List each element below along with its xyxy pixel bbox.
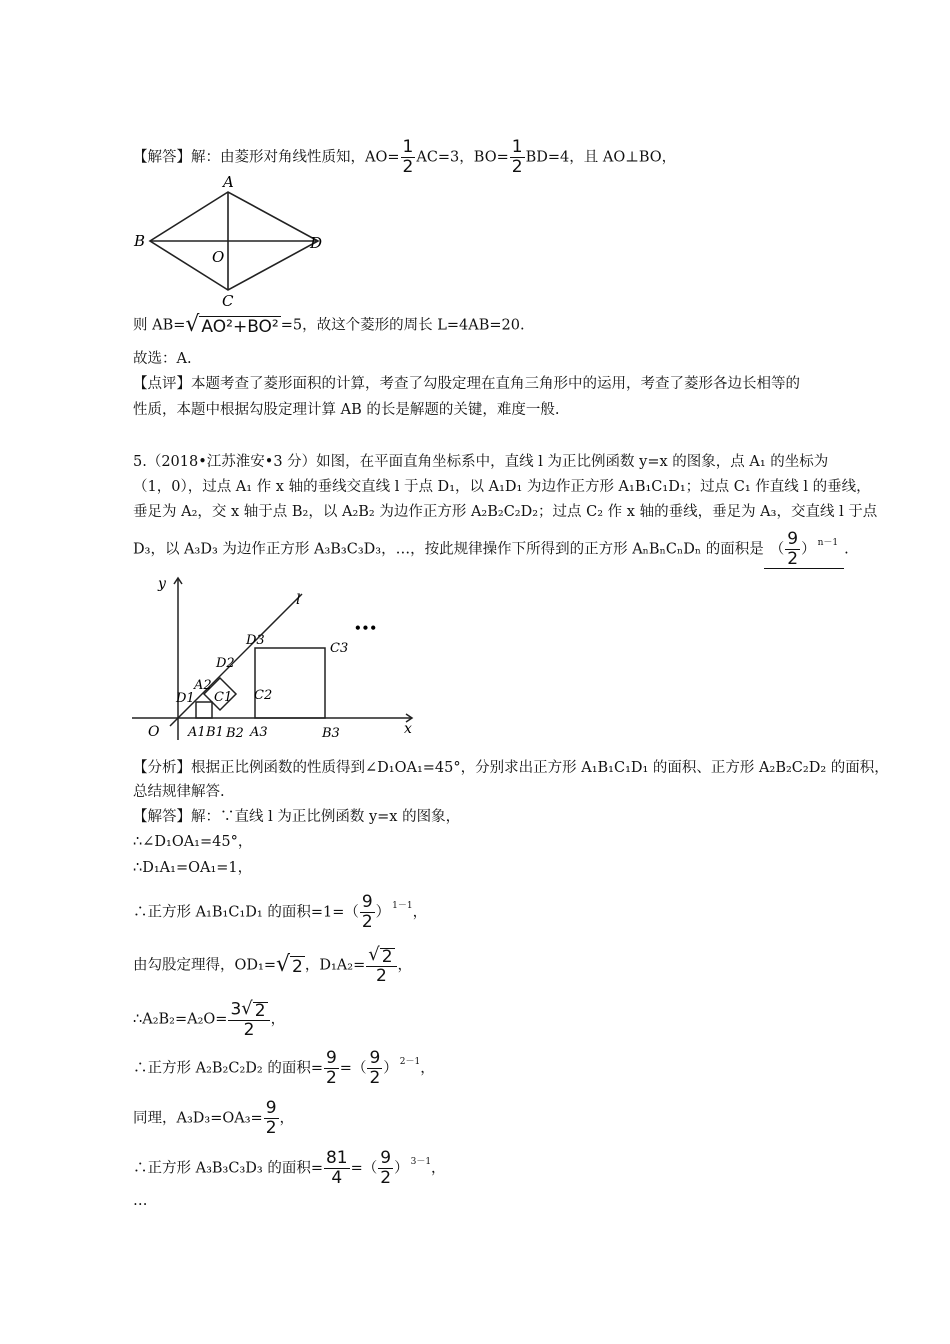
square-1 — [196, 702, 212, 718]
solution-intro-text: 【解答】解：由菱形对角线性质知，AO= — [133, 149, 400, 166]
step-6-fraction: 3 √ 2 2 — [228, 1000, 269, 1039]
step-7: ∴正方形 A₂B₂C₂D₂ 的面积= $\frac{9}{2}$ =（ $\frac{9}{2}$ ） $^{2-1}$， — [133, 1048, 435, 1088]
comment-line-1: 【点评】本题考查了菱形面积的计算，考查了勾股定理在直角三角形中的运用，考查了菱形各边长相等的 — [133, 376, 800, 392]
q5-line-2: （1，0），过点 A₁ 作 x 轴的垂线交直线 l 于点 D₁，以 A₁D₁ 为边作正方形 A₁B₁C₁D₁；过点 C₁ 作直线 l 的垂线， — [133, 479, 871, 495]
solution-ao-text: AC=3，BO= — [416, 149, 509, 166]
ab-suffix: =5，故这个菱形的周长 L=4AB=20. — [280, 317, 525, 334]
step-9: ∴正方形 A₃B₃C₃D₃ 的面积= $\frac{81}{4}$ =（ $\frac{9}{2}$ ） $^{3-1}$， — [133, 1148, 446, 1188]
line-l — [170, 594, 302, 726]
step-8: 同理，A₃D₃=OA₃= $\frac{9}{2}$ ， — [133, 1098, 295, 1138]
sqrt-ab: √ AO²+BO² — [185, 312, 279, 337]
analysis-line-1: 【分析】根据正比例函数的性质得到∠D₁OA₁=45°，分别求出正方形 A₁B₁C₁D₁ 的面积、正方形 A₂B₂C₂D₂ 的面积， — [133, 760, 889, 776]
fraction-half-2: $\frac{1}{2}$ — [511, 137, 523, 177]
ab-prefix: 则 AB= — [133, 317, 186, 334]
q5-line-1: 5.（2018•江苏淮安•3 分）如图，在平面直角坐标系中，直线 l 为正比例函数 y=x 的图象，点 A₁ 的坐标为 — [133, 454, 829, 470]
label-a3: A3 — [250, 725, 268, 740]
step-8-fraction: $\frac{9}{2}$ — [265, 1098, 277, 1138]
step-5: 由勾股定理得，OD₁= √ 2 ，D₁A₂= √ 2 2 ， — [133, 944, 413, 986]
q5-line-3: 垂足为 A₂，交 x 轴于点 B₂，以 A₂B₂ 为边作正方形 A₂B₂C₂D₂；过点 C₂ 作 x 轴的垂线，垂足为 A₃，交直线 l 于点 — [133, 504, 878, 520]
solution-intro-line — [133, 139, 676, 176]
ab-line — [133, 314, 525, 337]
step-5-fraction: √ 2 2 — [366, 946, 396, 985]
q5-line-4: D₃，以 A₃D₃ 为边作正方形 A₃B₃C₃D₃，…，按此规律操作下所得到的正方形 AₙBₙCₙDₙ 的面积是 （ $\frac{9}{2}$ ） $^{n-1}$ . — [133, 529, 849, 569]
label-y: y — [158, 576, 166, 592]
label-b: B — [134, 232, 146, 250]
solution-bo-text: BD=4，且 AO⊥BO， — [525, 149, 677, 166]
step-7-fraction-1: $\frac{9}{2}$ — [325, 1048, 337, 1088]
label-d: D — [310, 234, 323, 252]
step-3: ∴D₁A₁=OA₁=1， — [133, 860, 253, 876]
step-9-fraction-1: $\frac{81}{4}$ — [325, 1148, 348, 1188]
square-3 — [255, 648, 325, 718]
label-c3: C3 — [330, 641, 349, 656]
label-o: O — [212, 248, 225, 266]
label-d1: D1 — [176, 691, 195, 706]
q5-line-4-text: D₃，以 A₃D₃ 为边作正方形 A₃B₃C₃D₃，…，按此规律操作下所得到的正方形 AₙBₙCₙDₙ 的面积是 — [133, 541, 764, 558]
comment-line-2: 性质，本题中根据勾股定理计算 AB 的长是解题的关键，难度一般. — [133, 402, 560, 418]
label-c2: C2 — [254, 688, 273, 703]
analysis-line-2: 总结规律解答. — [133, 784, 225, 800]
label-b2: B2 — [226, 726, 244, 741]
ab-radicand: AO²+BO² — [201, 317, 279, 337]
label-a2: A2 — [194, 678, 212, 693]
label-x: x — [404, 721, 412, 737]
label-d2: D2 — [216, 656, 235, 671]
step-7-fraction-2: $\frac{9}{2}$ — [369, 1048, 381, 1088]
step-2: ∴∠D₁OA₁=45°， — [133, 834, 253, 850]
step-9-fraction-2: $\frac{9}{2}$ — [380, 1148, 392, 1188]
label-b1: B1 — [206, 725, 224, 740]
label-b3: B3 — [322, 726, 340, 741]
label-d3: D3 — [246, 633, 265, 648]
label-c: C — [222, 292, 234, 310]
label-a: A — [223, 173, 234, 191]
squares-graph — [130, 572, 430, 744]
answer-exponent: n－1 — [817, 537, 839, 548]
step-4-fraction: $\frac{9}{2}$ — [361, 892, 373, 932]
choice-line: 故选：A. — [133, 351, 192, 367]
sqrt-2: √ 2 — [275, 952, 303, 977]
label-l: l — [296, 592, 301, 608]
rhombus-diagram — [128, 172, 328, 310]
label-c1: C1 — [214, 690, 233, 705]
step-6: ∴A₂B₂=A₂O= 3 √ 2 2 ， — [133, 998, 286, 1040]
step-ellipsis: … — [133, 1193, 148, 1209]
answer-fraction: $\frac{9}{2}$ — [787, 529, 799, 569]
step-4: ∴正方形 A₁B₁C₁D₁ 的面积=1=（ $\frac{9}{2}$ ） $^{1-1}$， — [133, 892, 428, 932]
label-origin: O — [148, 724, 160, 740]
label-ellipsis: ••• — [354, 621, 378, 635]
step-1: 【解答】解：∵直线 l 为正比例函数 y=x 的图象， — [133, 809, 461, 825]
label-a1: A1 — [188, 725, 206, 740]
fraction-half: $\frac{1}{2}$ — [402, 137, 414, 177]
answer-blank: （ $\frac{9}{2}$ ） $^{n-1}$ — [764, 531, 844, 569]
